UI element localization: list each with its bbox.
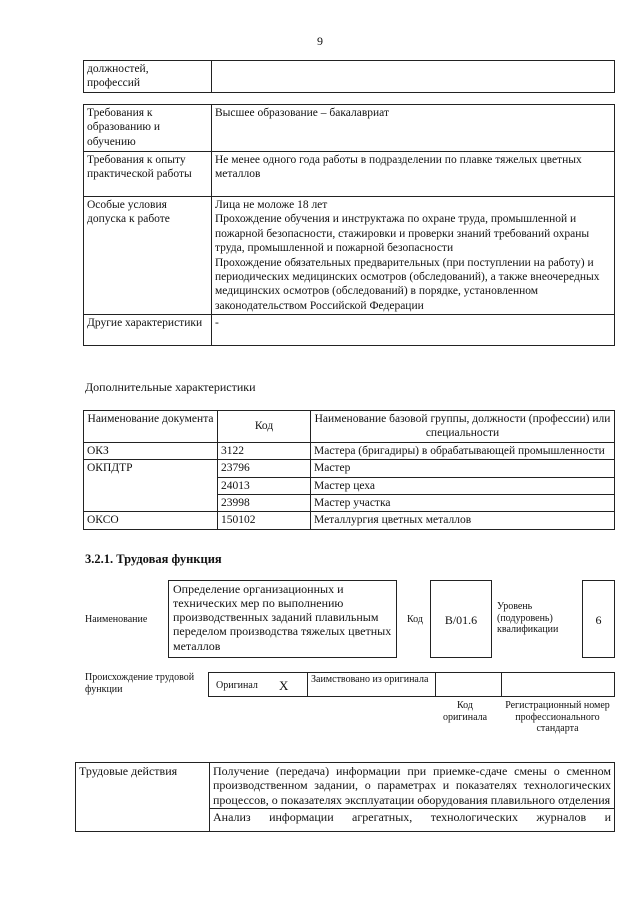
requirements-table bbox=[83, 104, 615, 346]
req-value: Не менее одного года работы в подразделении по плавке тяжелых цветных металлов bbox=[212, 152, 615, 197]
add-header: Наименование базовой группы, должности (профессии) или специальности bbox=[311, 411, 615, 443]
top-table-label: должностей, профессий bbox=[84, 61, 212, 93]
additional-title: Дополнительные характеристики bbox=[85, 380, 256, 394]
req-label: Другие характеристики bbox=[84, 315, 212, 346]
divider bbox=[435, 672, 436, 697]
req-value-line: Лица не моложе 18 лет bbox=[215, 199, 328, 211]
labor-item: Получение (передача) информации при приемке-сдаче смены о сменном производственном задании, о параметрах и показателях технологических процессов, о показателях эксплуатации оборудования плавильного отделения bbox=[210, 763, 615, 809]
function-name: Определение организационных и технических мер по выполнению производственных заданий плавильным переделом производства тяжелых цветных металлов bbox=[168, 580, 397, 658]
add-name: Металлургия цветных металлов bbox=[311, 512, 615, 529]
req-label: Требования к опыту практической работы bbox=[84, 152, 212, 197]
table-row bbox=[84, 442, 615, 459]
req-value-line: Прохождение обучения и инструктажа по охране труда, промышленной и пожарной безопасности, стажировки и проверки знаний требований охраны труда, промышленной и пожарной безопасности bbox=[215, 213, 590, 255]
req-label: Требования к образованию и обучению bbox=[84, 105, 212, 152]
add-header: Код bbox=[218, 411, 311, 443]
add-doc: ОКСО bbox=[84, 512, 218, 529]
table-row bbox=[84, 512, 615, 529]
add-code: 23998 bbox=[218, 494, 311, 511]
borrowed-label: Заимствовано из оригинала bbox=[311, 674, 429, 685]
labor-label: Трудовые действия bbox=[76, 763, 210, 832]
labor-item: Анализ информации агрегатных, технологических журналов и bbox=[210, 809, 615, 832]
original-label: Оригинал bbox=[216, 680, 258, 691]
level-label: Уровень (подуровень) квалификации bbox=[497, 601, 559, 635]
divider bbox=[307, 672, 308, 697]
req-value bbox=[212, 197, 615, 315]
add-doc: ОКПДТР bbox=[84, 460, 218, 512]
code-caption: Код оригинала bbox=[442, 700, 488, 723]
req-value: Высшее образование – бакалавриат bbox=[212, 105, 615, 152]
top-table-value bbox=[212, 61, 615, 93]
add-code: 3122 bbox=[218, 442, 311, 459]
section-title: 3.2.1. Трудовая функция bbox=[85, 552, 222, 566]
origin-box bbox=[208, 672, 615, 697]
original-mark: X bbox=[279, 678, 289, 693]
req-value: - bbox=[212, 315, 615, 346]
level-value: 6 bbox=[582, 580, 615, 658]
page-number: 9 bbox=[317, 34, 323, 48]
origin-label: Происхождение трудовой функции bbox=[85, 672, 195, 695]
top-table bbox=[83, 60, 615, 93]
function-code: B/01.6 bbox=[430, 580, 492, 658]
add-name: Мастер участка bbox=[311, 494, 615, 511]
add-code: 150102 bbox=[218, 512, 311, 529]
req-value-line: Прохождение обязательных предварительных (при поступлении на работу) и периодических медицинских осмотров (обследований), а также внеочередных медицинских осмотров (обследований) в порядке, установленном законодательством Российской Федерации bbox=[215, 256, 600, 312]
add-name: Мастера (бригадиры) в обрабатывающей промышленности bbox=[311, 442, 615, 459]
name-label: Наименование bbox=[85, 614, 148, 625]
additional-table bbox=[83, 410, 615, 530]
labor-actions-table bbox=[75, 762, 615, 832]
code-label: Код bbox=[407, 614, 423, 625]
req-label: Особые условия допуска к работе bbox=[84, 197, 212, 315]
add-header: Наименование документа bbox=[84, 411, 218, 443]
add-name: Мастер цеха bbox=[311, 477, 615, 494]
reg-caption: Регистрационный номер профессионального стандарта bbox=[505, 700, 610, 734]
add-name: Мастер bbox=[311, 460, 615, 477]
add-code: 23796 bbox=[218, 460, 311, 477]
add-code: 24013 bbox=[218, 477, 311, 494]
divider bbox=[501, 672, 502, 697]
add-doc: ОКЗ bbox=[84, 442, 218, 459]
table-row bbox=[84, 460, 615, 477]
